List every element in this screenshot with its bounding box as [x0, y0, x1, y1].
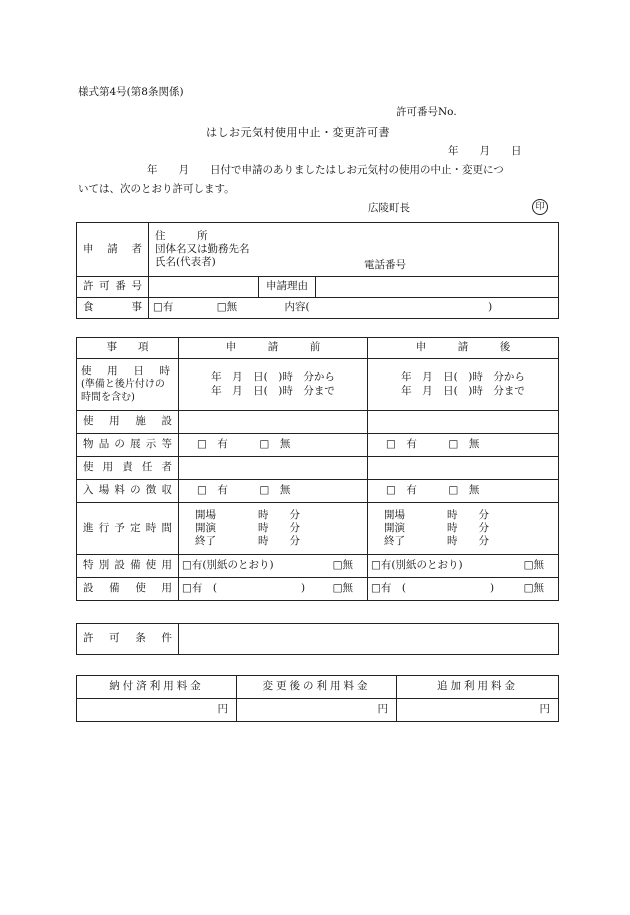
meal-yes-checkbox[interactable]: □有	[153, 301, 174, 314]
item-column-header: 事 項	[77, 338, 179, 359]
before-column-header: 申 請 前	[179, 338, 368, 359]
conditions-table	[76, 623, 559, 655]
after-special-equipment[interactable]	[368, 555, 559, 578]
after-admission-options[interactable]: □ 有 □ 無	[368, 480, 559, 503]
seal-stamp	[532, 199, 548, 215]
after-special-no: □無	[523, 559, 544, 572]
fee-table	[76, 675, 559, 722]
after-datetime-to: 年 月 日( )時 分まで	[401, 384, 525, 397]
document-title: はしお元気村使用中止・変更許可書	[206, 126, 390, 139]
conditions-label: 許可条件	[77, 624, 179, 655]
before-equipment-yes: □有 ( )	[182, 582, 306, 595]
before-special-yes: □有(別紙のとおり)	[182, 559, 274, 572]
phone-number-label: 電話番号	[364, 258, 406, 271]
usage-datetime-cell	[77, 359, 179, 411]
organization-label: 団体名又は勤務先名	[155, 242, 250, 255]
before-admission-options[interactable]: □ 有 □ 無	[179, 480, 368, 503]
usage-datetime-label: 使用日時	[81, 364, 170, 377]
after-schedule-end: 終了 時 分	[384, 535, 489, 548]
before-equipment[interactable]	[179, 578, 368, 601]
before-special-no: □無	[332, 559, 353, 572]
after-schedule-open: 開場 時 分	[384, 508, 489, 521]
body-text-line-1: 年 月 日付で申請のありましたはしお元気村の使用の中止・変更につ	[147, 164, 504, 176]
before-exhibit-options[interactable]: □ 有 □ 無	[179, 434, 368, 457]
applicant-details	[149, 223, 559, 277]
application-reason-label: 申請理由	[259, 277, 316, 298]
issuer-name: 広陵町長	[368, 202, 410, 214]
additional-fee-value[interactable]: 円	[397, 699, 559, 722]
changed-fee-header: 変更後の利用料金	[237, 676, 397, 699]
before-facility[interactable]	[179, 411, 368, 434]
usage-datetime-note: (準備と後片付けの時間を含む)	[81, 379, 165, 404]
meal-options	[149, 298, 559, 319]
after-equipment[interactable]	[368, 578, 559, 601]
after-exhibit-options[interactable]: □ 有 □ 無	[368, 434, 559, 457]
before-datetime-to: 年 月 日( )時 分まで	[211, 384, 335, 397]
after-usage-datetime[interactable]	[368, 359, 559, 411]
conditions-value[interactable]	[179, 624, 559, 655]
after-datetime-from: 年 月 日( )時 分から	[401, 371, 525, 384]
before-schedule-start: 開演 時 分	[195, 521, 300, 534]
manager-label: 使用責任者	[77, 457, 179, 480]
meal-content: 内容( )	[284, 301, 493, 314]
paid-fee-value[interactable]: 円	[77, 699, 237, 722]
permit-number-label: 許可番号No.	[396, 106, 457, 118]
after-special-yes: □有(別紙のとおり)	[371, 559, 463, 572]
after-facility[interactable]	[368, 411, 559, 434]
permit-number-row-label: 許可番号	[77, 277, 149, 298]
meal-label: 食事	[77, 298, 149, 319]
before-schedule-end: 終了 時 分	[195, 535, 300, 548]
after-equipment-no: □無	[523, 582, 544, 595]
change-details-table	[76, 337, 559, 601]
meal-no-checkbox[interactable]: □無	[216, 301, 238, 314]
issue-date: 年 月 日	[448, 145, 522, 157]
changed-fee-value[interactable]: 円	[237, 699, 397, 722]
equipment-label: 設備使用	[77, 578, 179, 601]
after-manager[interactable]	[368, 457, 559, 480]
paid-fee-header: 納付済利用料金	[77, 676, 237, 699]
before-special-equipment[interactable]	[179, 555, 368, 578]
body-text-line-2: いては、次のとおり許可します。	[78, 183, 235, 195]
schedule-label: 進行予定時間	[77, 503, 179, 555]
admission-label: 入場料の徴収	[77, 480, 179, 503]
permit-number-value[interactable]	[149, 277, 259, 298]
additional-fee-header: 追加利用料金	[397, 676, 559, 699]
applicant-table	[76, 222, 559, 319]
after-equipment-yes: □有 ( )	[371, 582, 495, 595]
facility-label: 使用施設	[77, 411, 179, 434]
exhibit-label: 物品の展示等	[77, 434, 179, 457]
form-number: 様式第4号(第8条関係)	[78, 86, 184, 98]
special-equipment-label: 特別設備使用	[77, 555, 179, 578]
application-reason-value[interactable]	[316, 277, 559, 298]
before-schedule[interactable]	[179, 503, 368, 555]
before-manager[interactable]	[179, 457, 368, 480]
representative-name-label: 氏名(代表者)	[155, 256, 216, 269]
after-schedule-start: 開演 時 分	[384, 521, 489, 534]
before-datetime-from: 年 月 日( )時 分から	[211, 371, 335, 384]
after-schedule[interactable]	[368, 503, 559, 555]
before-equipment-no: □無	[332, 582, 353, 595]
before-schedule-open: 開場 時 分	[195, 508, 300, 521]
applicant-label: 申請者	[77, 223, 149, 277]
before-usage-datetime[interactable]	[179, 359, 368, 411]
address-label: 住 所	[155, 229, 208, 242]
after-column-header: 申 請 後	[368, 338, 559, 359]
seal-mark: 印	[532, 199, 548, 215]
